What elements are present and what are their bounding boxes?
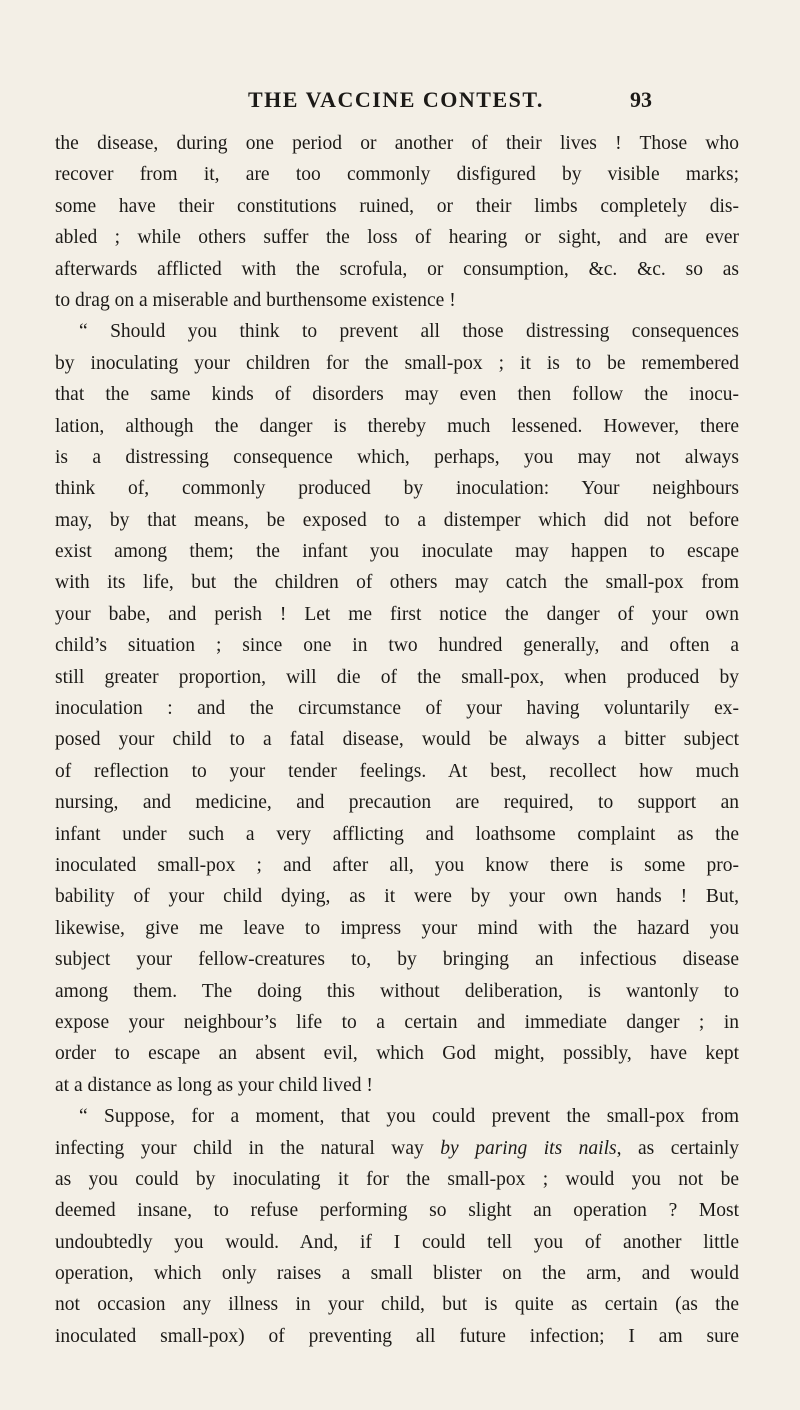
- text-line: some have their constitutions ruined, or their limbs completely dis-: [55, 195, 739, 217]
- text-line: with its life, but the children of others may catch the small-pox from: [55, 572, 739, 594]
- text-line: is a distressing consequence which, perhaps, you may not always: [55, 446, 739, 468]
- text-line: as you could by inoculating it for the small-pox ; would you not be: [55, 1168, 739, 1190]
- text-line: your babe, and perish ! Let me first notice the danger of your own: [55, 603, 739, 625]
- text-line: operation, which only raises a small blister on the arm, and would: [55, 1263, 739, 1285]
- text-line: by inoculating your children for the small-pox ; it is to be remembered: [55, 352, 739, 374]
- text-line: expose your neighbour’s life to a certain and immediate danger ; in: [55, 1011, 739, 1033]
- text-line: likewise, give me leave to impress your mind with the hazard you: [55, 917, 739, 939]
- text-line: bability of your child dying, as it were by your own hands ! But,: [55, 886, 739, 908]
- running-title: THE VACCINE CONTEST.: [248, 87, 544, 112]
- text-line: among them. The doing this without deliberation, is wantonly to: [55, 980, 739, 1002]
- text-line: afterwards afflicted with the scrofula, or consumption, &c. &c. so as: [55, 258, 739, 280]
- text-line: “ Should you think to prevent all those distressing consequences: [79, 321, 739, 343]
- text-line: inoculated small-pox) of preventing all future infection; I am sure: [55, 1325, 739, 1347]
- text-line: undoubtedly you would. And, if I could tell you of another little: [55, 1231, 739, 1253]
- body-text: [55, 128, 739, 1352]
- text-line: not occasion any illness in your child, but is quite as certain (as the: [55, 1294, 739, 1316]
- text-line: still greater proportion, will die of the small-pox, when produced by: [55, 666, 739, 688]
- text-line: that the same kinds of disorders may even then follow the inocu-: [55, 384, 739, 406]
- text-line: inoculation : and the circumstance of your having voluntarily ex-: [55, 698, 739, 720]
- text-line: infant under such a very afflicting and loathsome complaint as the: [55, 823, 739, 845]
- text-line: inoculated small-pox ; and after all, you know there is some pro-: [55, 854, 739, 876]
- text-line: order to escape an absent evil, which God might, possibly, have kept: [55, 1043, 739, 1065]
- text-line-with-italic: [55, 1133, 739, 1164]
- page-header: [0, 83, 800, 123]
- text-line: lation, although the danger is thereby much lessened. However, there: [55, 415, 739, 437]
- text-line: exist among them; the infant you inoculate may happen to escape: [55, 541, 739, 563]
- text-fragment: infecting your child in the natural way: [55, 1137, 441, 1159]
- italic-phrase: by paring its nails: [440, 1137, 617, 1159]
- text-line: to drag on a miserable and burthensome existence !: [55, 289, 456, 311]
- text-line: the disease, during one period or another of their lives ! Those who: [55, 133, 739, 154]
- text-line: child’s situation ; since one in two hundred generally, and often a: [55, 635, 739, 657]
- text-line: deemed insane, to refuse performing so slight an operation ? Most: [55, 1200, 739, 1222]
- text-line: of reflection to your tender feelings. At best, recollect how much: [55, 760, 739, 782]
- text-line: may, by that means, be exposed to a distemper which did not before: [55, 509, 739, 531]
- page-number: 93: [630, 87, 652, 112]
- text-line: posed your child to a fatal disease, would be always a bitter subject: [55, 729, 739, 751]
- text-line: subject your fellow-creatures to, by bringing an infectious disease: [55, 949, 739, 971]
- text-line: at a distance as long as your child lived !: [55, 1074, 373, 1096]
- text-line: nursing, and medicine, and precaution are required, to support an: [55, 792, 739, 814]
- text-line: “ Suppose, for a moment, that you could prevent the small-pox from: [79, 1106, 739, 1128]
- text-line: abled ; while others suffer the loss of hearing or sight, and are ever: [55, 227, 739, 249]
- text-line: recover from it, are too commonly disfigured by visible marks;: [55, 164, 739, 186]
- text-fragment: , as certainly: [616, 1137, 739, 1159]
- text-line: think of, commonly produced by inoculation: Your neighbours: [55, 478, 739, 500]
